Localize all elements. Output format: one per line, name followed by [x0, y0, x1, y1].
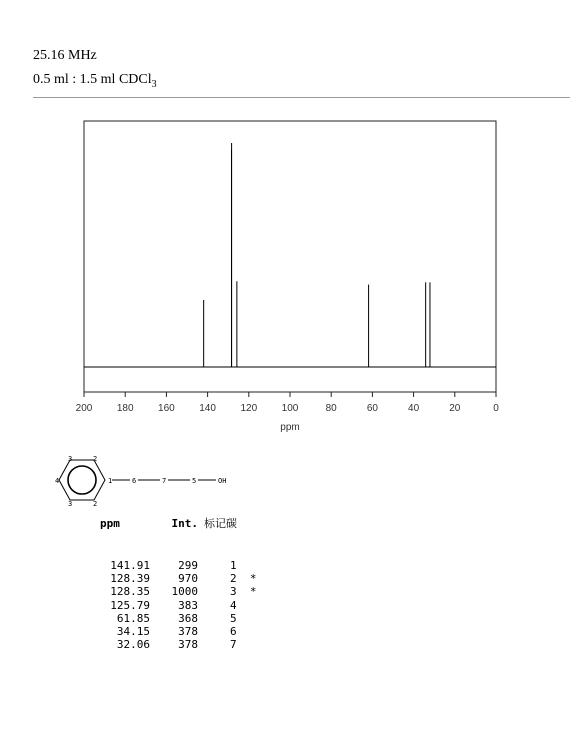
solvent-text: 0.5 ml : 1.5 ml CDCl: [33, 72, 152, 87]
table-row: [90, 638, 270, 651]
header-int: Int.: [171, 517, 198, 530]
x-tick-label: 100: [281, 403, 299, 414]
cell-ppm: 125.79: [110, 598, 150, 612]
cell-ppm: 128.39: [110, 572, 150, 586]
peak-table: [90, 517, 270, 651]
cell-int: 299: [178, 559, 198, 572]
atom-label-7: 7: [162, 477, 167, 485]
solvent-subscript: 3: [151, 78, 157, 90]
atom-label-4: 4: [55, 477, 60, 485]
table-body: [90, 559, 270, 651]
x-axis-ticks: [76, 392, 500, 414]
cell-label: [230, 599, 270, 612]
atom-label-6: 6: [132, 477, 137, 485]
carbon-label: 4: [230, 598, 237, 612]
x-tick-label: 40: [408, 403, 420, 414]
cell-label: [230, 638, 270, 651]
header-ppm: ppm: [100, 517, 120, 530]
table-row: [90, 612, 270, 625]
header-label: 标记碳: [204, 517, 237, 530]
peaks-group: [204, 143, 430, 367]
cell-ppm: 34.15: [116, 625, 150, 639]
table-row: [90, 599, 270, 612]
carbon-label: 6: [230, 625, 237, 639]
cell-label: [230, 625, 270, 638]
x-tick-label: 140: [199, 403, 216, 414]
carbon-label: 2: [230, 572, 237, 586]
x-tick-label: 0: [493, 403, 499, 414]
table-row: [90, 585, 270, 598]
x-tick-label: 120: [240, 403, 258, 414]
table-row: [90, 572, 270, 585]
carbon-label: 5: [230, 611, 237, 625]
molecule-structure: [52, 450, 242, 510]
carbon-label: 7: [230, 638, 237, 652]
cell-ppm: 61.85: [116, 611, 150, 625]
atom-label-2-bottom: 2: [93, 500, 98, 508]
cell-int: 970: [178, 572, 198, 586]
table-header-row: [90, 517, 270, 539]
cell-int: 1000: [171, 585, 198, 599]
carbon-label: 3: [230, 585, 237, 599]
table-row: [90, 625, 270, 638]
cell-int: 378: [178, 638, 198, 652]
plot-frame: [84, 121, 496, 392]
x-tick-label: 20: [449, 403, 461, 414]
atom-label-oh: OH: [218, 477, 227, 485]
aromatic-circle: [68, 466, 96, 494]
atom-label-2-top: 2: [93, 455, 98, 463]
x-tick-label: 180: [116, 403, 134, 414]
x-tick-label: 160: [158, 403, 175, 414]
cell-int: 383: [178, 598, 198, 612]
cell-label: [230, 585, 270, 598]
x-tick-label: 200: [75, 403, 93, 414]
cell-label: [230, 559, 270, 572]
spectrometer-frequency: 25.16 MHz: [33, 48, 97, 63]
x-tick-label: 80: [325, 403, 337, 414]
table-row: [90, 559, 270, 572]
cell-int: 378: [178, 625, 198, 639]
atom-label-3-bottom: 3: [68, 500, 73, 508]
carbon-label: 1: [230, 559, 237, 572]
cell-label: [230, 612, 270, 625]
cell-ppm: 141.91: [110, 559, 150, 572]
atom-label-1: 1: [108, 477, 113, 485]
atom-label-3-top: 3: [68, 455, 73, 463]
cell-ppm: 32.06: [116, 638, 150, 652]
cell-ppm: 128.35: [110, 585, 150, 599]
x-axis-label: ppm: [280, 422, 300, 433]
overlap-mark: *: [249, 585, 257, 599]
x-tick-label: 60: [366, 403, 378, 414]
overlap-mark: *: [249, 572, 257, 586]
atom-label-5: 5: [192, 477, 197, 485]
cell-label: [230, 572, 270, 585]
cell-int: 368: [178, 611, 198, 625]
